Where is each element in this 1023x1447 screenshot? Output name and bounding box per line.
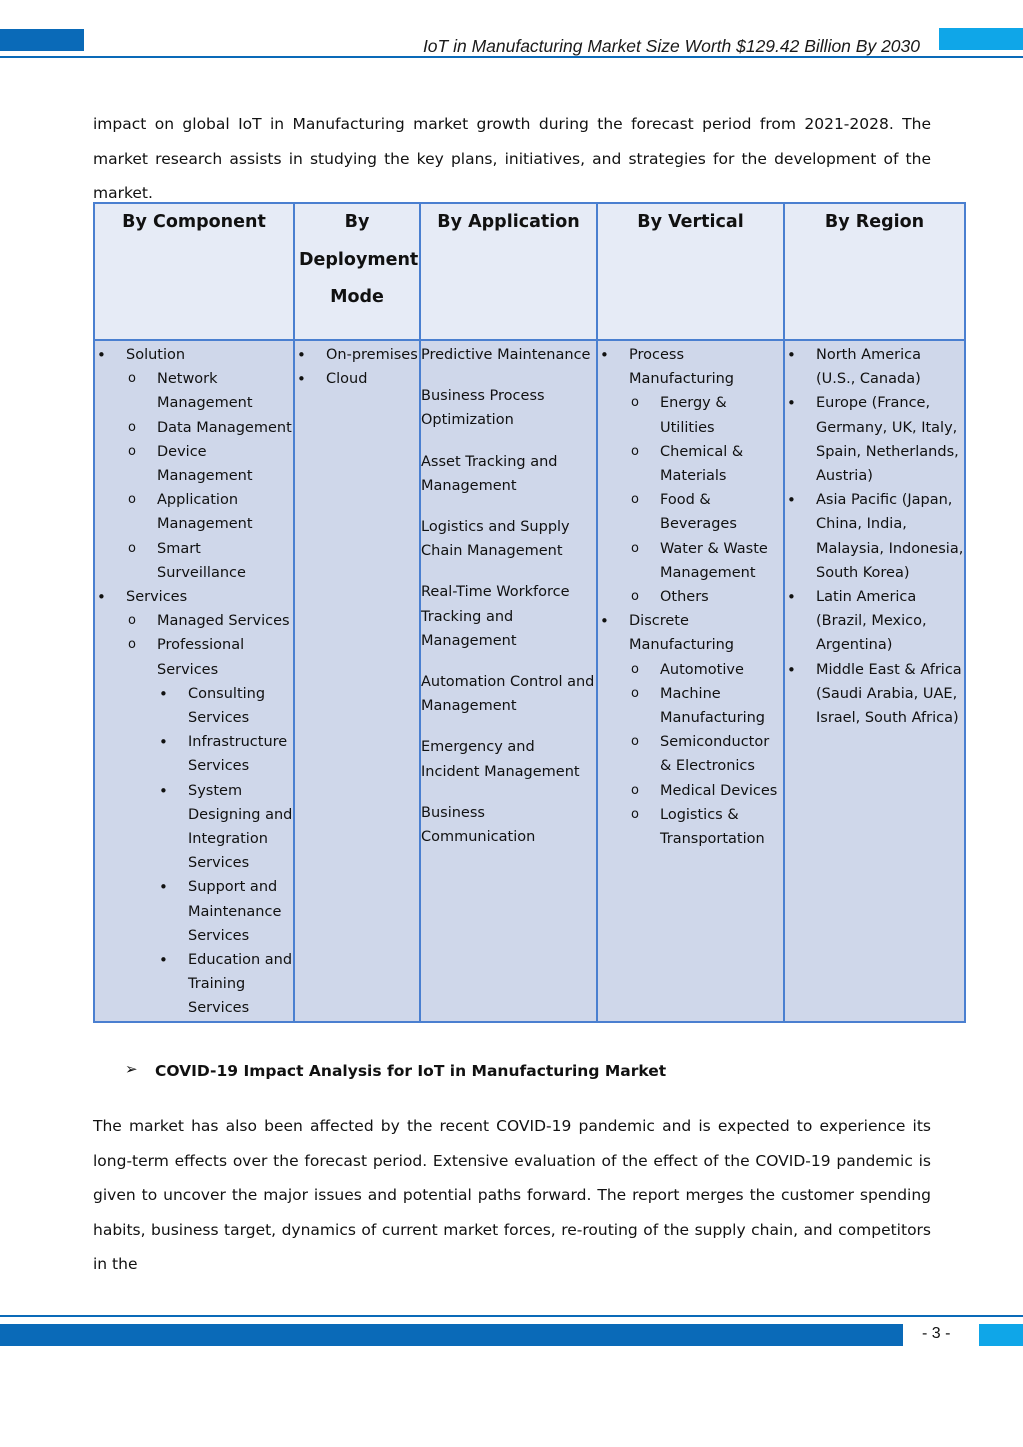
- list-item: Automation Control and Management: [421, 674, 595, 715]
- list-item: o Data Management: [95, 416, 293, 440]
- arrow-bullet-icon: ➢: [125, 1060, 138, 1078]
- page-number: - 3 -: [922, 1325, 951, 1342]
- list-item: • Solution: [95, 343, 293, 367]
- list-item: o Energy & Utilities: [598, 391, 783, 439]
- list-item: • System Designing and Integration Services: [95, 779, 293, 876]
- list-item: o Smart Surveillance: [95, 537, 293, 585]
- list-item: • Infrastructure Services: [95, 730, 293, 778]
- list-item: o Others: [598, 585, 783, 609]
- footer-accent-bar-right: [979, 1324, 1023, 1346]
- list-item: o Food & Beverages: [598, 488, 783, 536]
- list-item: • Cloud: [295, 367, 419, 391]
- list-item: Real-Time Workforce Tracking and Management: [421, 584, 570, 649]
- intro-paragraph: impact on global IoT in Manufacturing market growth during the forecast period from 2021-2028. The market research assists in studying the key plans, initiatives, and strategies for the development of the market.: [93, 115, 931, 202]
- covid-paragraph: The market has also been affected by the recent COVID-19 pandemic and is expected to experience its long-term effects over the forecast period. Extensive evaluation of the effect of the COVID-19 pandemic is given to uncover the major issues and potential paths forward. The report merges the customer spending habits, business target, dynamics of current market forces, re-routing of the supply chain, and competitors in the: [93, 1117, 931, 1273]
- list-item: o Device Management: [95, 440, 293, 488]
- list-item: o Water & Waste Management: [598, 537, 783, 585]
- list-item: • Services: [95, 585, 293, 609]
- region-cell: [784, 340, 965, 1022]
- document-header-title: IoT in Manufacturing Market Size Worth $129.42 Billion By 2030: [422, 36, 920, 56]
- list-item: • Europe (France, Germany, UK, Italy, Spain, Netherlands, Austria): [785, 391, 964, 488]
- list-item: Asset Tracking and Management: [421, 453, 558, 494]
- list-item: o Professional Services: [95, 633, 293, 681]
- vertical-cell: [597, 340, 784, 1022]
- list-item: o Application Management: [95, 488, 293, 536]
- list-item: Logistics and Supply Chain Management: [421, 519, 570, 560]
- list-item: o Network Management: [95, 367, 293, 415]
- footer-accent-bar: [0, 1324, 903, 1346]
- list-item: • Consulting Services: [95, 682, 293, 730]
- list-item: Predictive Maintenance: [421, 347, 591, 363]
- col-header-deployment: By Deployment Mode: [294, 203, 420, 340]
- list-item: o Semiconductor & Electronics: [598, 730, 783, 778]
- segmentation-table: [93, 202, 966, 1023]
- header-accent-bar-left: [0, 29, 84, 51]
- list-item: • North America (U.S., Canada): [785, 343, 964, 391]
- list-item: o Chemical & Materials: [598, 440, 783, 488]
- list-item: o Medical Devices: [598, 779, 783, 803]
- list-item: o Machine Manufacturing: [598, 682, 783, 730]
- list-item: o Automotive: [598, 658, 783, 682]
- header-accent-bar-right: [939, 28, 1023, 50]
- section-heading: COVID-19 Impact Analysis for IoT in Manufacturing Market: [155, 1062, 667, 1080]
- application-cell: [420, 340, 597, 1022]
- footer-rule: [0, 1315, 1023, 1317]
- list-item: • Process Manufacturing: [598, 343, 783, 391]
- list-item: Emergency and Incident Management: [421, 739, 580, 780]
- list-item: • On-premises: [295, 343, 419, 367]
- deployment-cell: [294, 340, 420, 1022]
- col-header-application: By Application: [420, 203, 597, 340]
- list-item: o Managed Services: [95, 609, 293, 633]
- list-item: o Logistics & Transportation: [598, 803, 783, 851]
- component-cell: [94, 340, 294, 1022]
- list-item: Business Communication: [421, 804, 536, 846]
- list-item: • Support and Maintenance Services: [95, 875, 293, 948]
- list-item: • Discrete Manufacturing: [598, 609, 783, 657]
- list-item: • Middle East & Africa (Saudi Arabia, UAE, Israel, South Africa): [785, 658, 964, 731]
- col-header-vertical: By Vertical: [597, 203, 784, 340]
- col-header-region: By Region: [784, 203, 965, 340]
- list-item: • Asia Pacific (Japan, China, India, Malaysia, Indonesia, South Korea): [785, 488, 964, 585]
- list-item: • Education and Training Services: [95, 948, 293, 1021]
- header-rule: [0, 56, 1023, 58]
- list-item: Business Process Optimization: [421, 388, 545, 429]
- list-item: • Latin America (Brazil, Mexico, Argentina): [785, 585, 964, 658]
- col-header-component: By Component: [94, 203, 294, 340]
